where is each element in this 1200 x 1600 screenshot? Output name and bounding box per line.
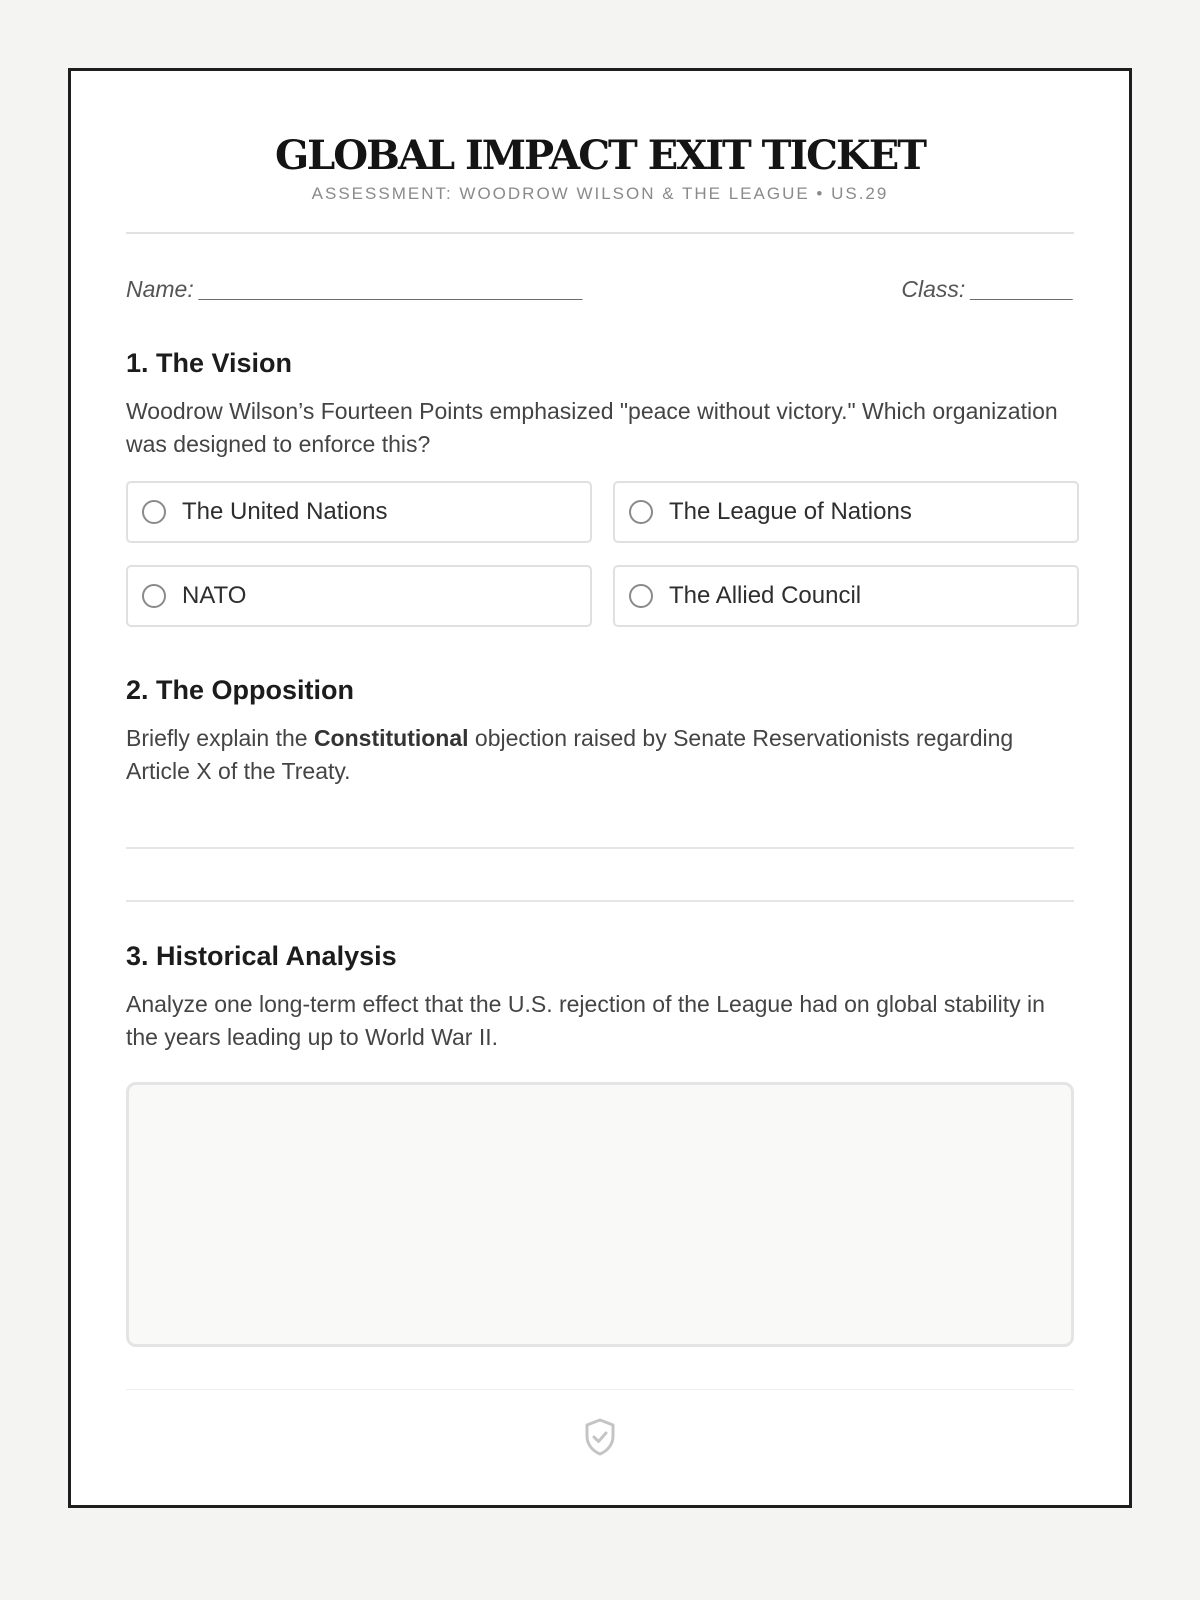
sheet-content: [126, 71, 1074, 1505]
radio-icon[interactable]: [629, 500, 653, 524]
answer-line-2[interactable]: [126, 900, 1074, 902]
option-label: NATO: [182, 582, 247, 609]
option-label: The United Nations: [182, 498, 388, 525]
radio-icon[interactable]: [142, 584, 166, 608]
shield-check-icon: [583, 1417, 617, 1457]
question-2-text-emphasis: Constitutional: [313, 725, 469, 751]
exit-ticket-sheet: [68, 68, 1132, 1508]
radio-icon[interactable]: [142, 500, 166, 524]
analysis-answer-box[interactable]: [126, 1082, 1074, 1347]
header-divider: [126, 232, 1074, 234]
question-2-text-end: objection raised by Senate Reservationists regarding Article X of the Treaty.: [126, 725, 1014, 784]
option-label: The League of Nations: [669, 498, 912, 525]
answer-line-1[interactable]: [126, 847, 1074, 849]
option-nato[interactable]: [126, 565, 592, 627]
footer-divider: [126, 1389, 1074, 1390]
name-field-label[interactable]: Name: ______________________________: [126, 276, 584, 302]
question-2-heading: 2. The Opposition: [126, 675, 354, 705]
option-league-of-nations[interactable]: [613, 481, 1079, 543]
student-info-row: [126, 276, 1074, 306]
question-1-heading: 1. The Vision: [126, 348, 293, 378]
question-1-text: Woodrow Wilson’s Fourteen Points emphasized "peace without victory." Which organization was designed to enforce this?: [126, 398, 1058, 457]
class-field-label[interactable]: Class: ________: [901, 276, 1074, 302]
option-united-nations[interactable]: [126, 481, 592, 543]
page-subtitle: ASSESSMENT: WOODROW WILSON & THE LEAGUE • US.29: [311, 184, 889, 203]
radio-icon[interactable]: [629, 584, 653, 608]
option-label: The Allied Council: [669, 582, 862, 609]
page-title: GLOBAL IMPACT EXIT TICKET: [275, 132, 925, 179]
question-3-text: Analyze one long-term effect that the U.S. rejection of the League had on global stability in the years leading up to World War II.: [126, 991, 1045, 1050]
question-3-heading: 3. Historical Analysis: [126, 941, 397, 971]
option-allied-council[interactable]: [613, 565, 1079, 627]
question-2-text-start: Briefly explain the: [126, 725, 314, 751]
question-2-text: [126, 722, 1074, 788]
